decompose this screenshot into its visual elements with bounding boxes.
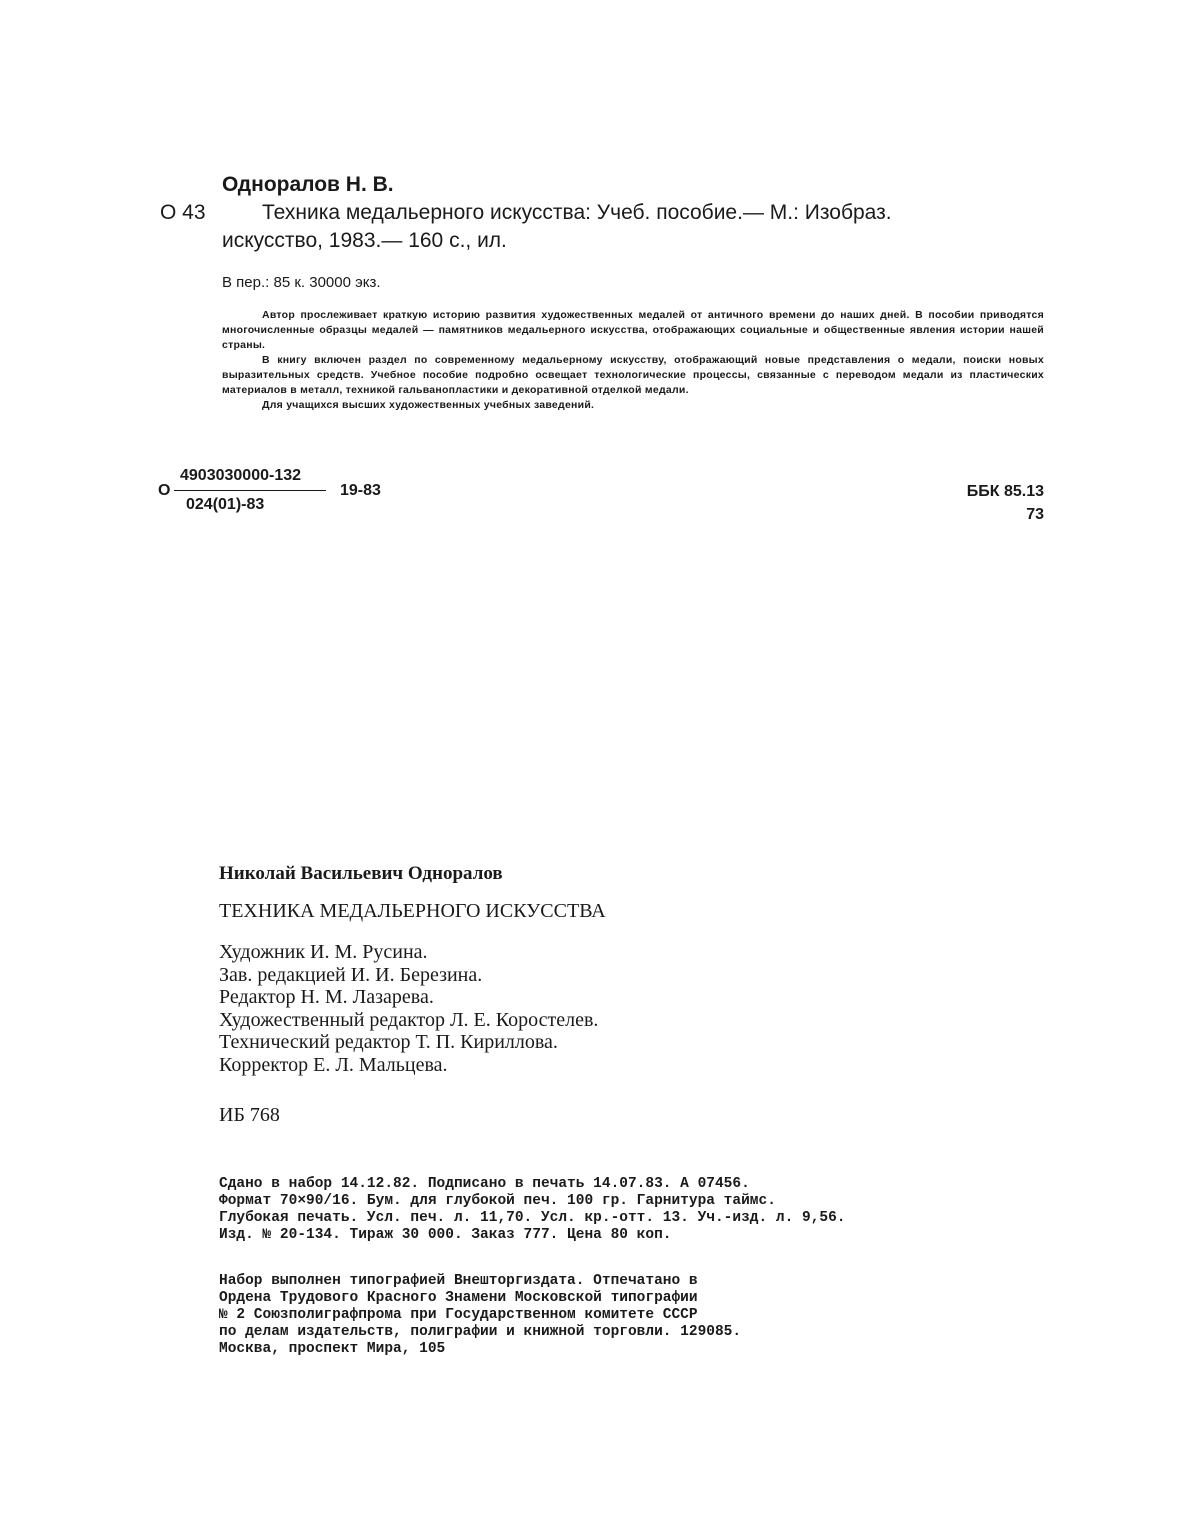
catalog-title-line-2: искусство, 1983.— 160 с., ил.	[222, 229, 507, 252]
staff-line: Художественный редактор Л. Е. Коростелев.	[219, 1008, 599, 1031]
printing-line: Глубокая печать. Усл. печ. л. 11,70. Усл. кр.-отт. 13. Уч.-изд. л. 9,56.	[219, 1210, 846, 1226]
printing-line: Изд. № 20-134. Тираж 30 000. Заказ 777. Цена 80 коп.	[219, 1227, 672, 1243]
author-full-name: Николай Васильевич Одноралов	[219, 863, 503, 884]
staff-credits	[219, 941, 598, 1076]
printing-line: Формат 70×90/16. Бум. для глубокой печ. 100 гр. Гарнитура таймс.	[219, 1193, 776, 1209]
annotation-paragraph: В книгу включен раздел по современному медальерному искусству, отображающий новые представления о медали, поиски новых выразительных средств. Учебное пособие подробно освещает технологические процессы, связанные с переводом медали из пластических материалов в металл, техникой гальванопластики и декоративной отделкой медали.	[222, 354, 1044, 396]
staff-line: Художник И. М. Русина.	[219, 941, 428, 963]
typography-line: по делам издательств, полиграфии и книжной торговли. 129085.	[219, 1324, 742, 1340]
catalog-author: Одноралов Н. В.	[222, 173, 394, 196]
typography-info	[219, 1273, 741, 1358]
index-suffix: 19-83	[340, 482, 381, 499]
typography-line: Набор выполнен типографией Внешторгиздата. Отпечатано в	[219, 1273, 698, 1289]
book-title: ТЕХНИКА МЕДАЛЬЕРНОГО ИСКУССТВА	[219, 900, 606, 922]
catalog-title-line-1: Техника медальерного искусства: Учеб. пособие.— М.: Изобраз.	[262, 201, 892, 224]
price-and-print-run: В пер.: 85 к. 30000 экз.	[222, 274, 381, 291]
classification-code: О 43	[160, 201, 206, 224]
typography-line: Москва, проспект Мира, 105	[219, 1341, 446, 1357]
printing-details	[219, 1176, 846, 1244]
index-fraction-line	[174, 490, 326, 491]
bbk-code: ББК 85.13	[966, 483, 1044, 500]
index-letter: О	[158, 482, 171, 499]
printing-line: Сдано в набор 14.12.82. Подписано в печать 14.07.83. А 07456.	[219, 1176, 750, 1192]
index-denominator: 024(01)-83	[186, 496, 265, 513]
typography-line: № 2 Союзполиграфпрома при Государственном комитете СССР	[219, 1307, 698, 1323]
staff-line: Технический редактор Т. П. Кириллова.	[219, 1031, 558, 1053]
typography-line: Ордена Трудового Красного Знамени Московской типографии	[219, 1290, 698, 1306]
staff-line: Зав. редакцией И. И. Березина.	[219, 963, 483, 986]
ib-number: ИБ 768	[219, 1104, 280, 1126]
annotation-audience: Для учащихся высших художественных учебных заведений.	[262, 399, 595, 411]
annotation-paragraph: Автор прослеживает краткую историю развития художественных медалей от античного времени до наших дней. В пособии приводятся многочисленные образцы медалей — памятников медальерного искусства, отображающих социальные и общественные явления истории нашей страны.	[222, 309, 1044, 351]
bbk-subcode: 73	[1026, 506, 1044, 523]
staff-line: Редактор Н. М. Лазарева.	[219, 986, 434, 1008]
index-numerator: 4903030000-132	[180, 467, 302, 484]
annotation	[222, 308, 1044, 413]
staff-line: Корректор Е. Л. Мальцева.	[219, 1053, 448, 1076]
